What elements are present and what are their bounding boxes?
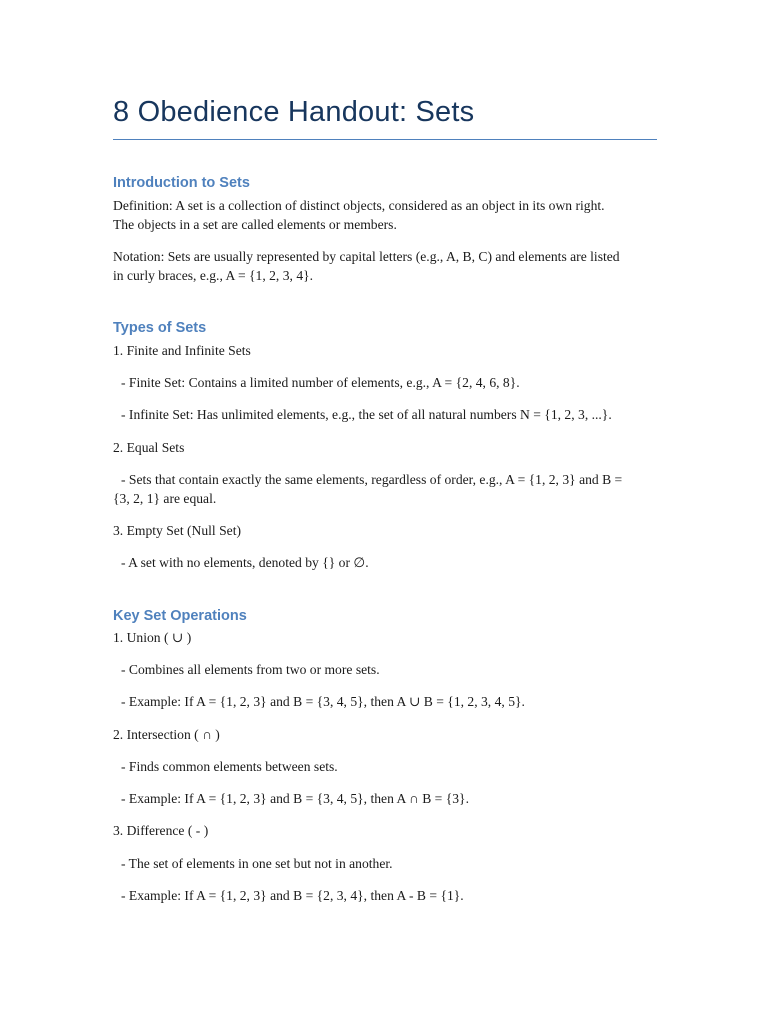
heading-key-set-operations: Key Set Operations — [113, 608, 247, 624]
notation-line-2: in curly braces, e.g., A = {1, 2, 3, 4}. — [113, 268, 314, 283]
heading-types-of-sets: Types of Sets — [113, 320, 207, 336]
heading-introduction: Introduction to Sets — [113, 175, 250, 191]
ops-difference-example: - Example: If A = {1, 2, 3} and B = {2, 3, 4}, then A - B = {1}. — [121, 888, 464, 903]
ops-union-description: - Combines all elements from two or more sets. — [121, 662, 380, 677]
ops-item-difference: 3. Difference ( - ) — [113, 823, 209, 838]
ops-item-intersection: 2. Intersection ( ∩ ) — [113, 727, 220, 742]
document-title: 8 Obedience Handout: Sets — [113, 96, 475, 128]
types-item-2-line-1: - Sets that contain exactly the same elements, regardless of order, e.g., A = {1, 2, 3} and B = — [121, 472, 623, 487]
ops-intersection-description: - Finds common elements between sets. — [121, 759, 338, 774]
types-item-1: 1. Finite and Infinite Sets — [113, 343, 251, 358]
definition-line-1: Definition: A set is a collection of distinct objects, considered as an object in its own right. — [113, 198, 605, 213]
title-divider — [113, 139, 657, 140]
ops-item-union: 1. Union ( ∪ ) — [113, 630, 192, 645]
types-item-2-line-2: {3, 2, 1} are equal. — [113, 491, 217, 506]
types-item-3-empty-set: - A set with no elements, denoted by {} or ∅. — [121, 555, 369, 570]
types-item-3: 3. Empty Set (Null Set) — [113, 523, 241, 538]
types-item-1-infinite: - Infinite Set: Has unlimited elements, e.g., the set of all natural numbers N = {1, 2, 3, ...}. — [121, 407, 612, 422]
notation-line-1: Notation: Sets are usually represented by capital letters (e.g., A, B, C) and elements are listed — [113, 249, 620, 264]
definition-line-2: The objects in a set are called elements or members. — [113, 217, 397, 232]
ops-intersection-example: - Example: If A = {1, 2, 3} and B = {3, 4, 5}, then A ∩ B = {3}. — [121, 791, 469, 806]
types-item-1-finite: - Finite Set: Contains a limited number of elements, e.g., A = {2, 4, 6, 8}. — [121, 375, 520, 390]
ops-union-example: - Example: If A = {1, 2, 3} and B = {3, 4, 5}, then A ∪ B = {1, 2, 3, 4, 5}. — [121, 694, 525, 709]
ops-difference-description: - The set of elements in one set but not in another. — [121, 856, 393, 871]
types-item-2: 2. Equal Sets — [113, 440, 185, 455]
